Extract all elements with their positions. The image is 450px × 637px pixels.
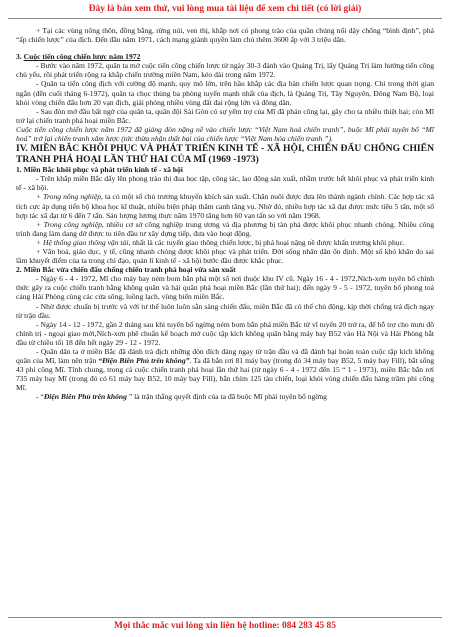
section-number: 3. [16,52,22,62]
section-heading-3 [16,52,434,61]
top-divider [8,18,442,19]
section-title: Cuộc tiến công chiến lược năm 1972 [23,52,141,62]
chapter-number: IV. [16,143,28,155]
bottom-divider [8,617,442,618]
paragraph: + Tại các vùng nông thôn, đồng bằng, rừng núi, ven thị, khắp nơi có phong trào của quần chúng nổi dậy chống “bình định”, phá “ấp chiến lược” của địch. Đến đầu năm 1971, cách mạng giành quyền làm chủ thêm 3600 ấp với 3 triệu dân. [16,26,434,45]
term-industry: + Trong công nghiệp [36,219,102,229]
document-body [16,26,434,402]
paragraph: + Văn hoá, giáo dục, y tế, cũng nhanh chóng được khôi phục và phát triển. Đời sống nhân dân ổn định. Một số khó khăn do sai lầm khuyết điểm của ta trong chỉ đạo, quản lí kinh tế - xã hội bước đầu được khắc phục. [16,246,434,266]
paragraph-text: - “ [36,392,44,402]
subsection-number: 1. [16,165,22,175]
term-transport: + Hệ thống giao thông vận tải [36,237,129,247]
paragraph: - Sau đòn mở đầu bất ngờ của quân ta, quân đội Sài Gòn có sự yểm trợ của Mĩ đã phản công lại, gây cho ta nhiều thiệt hại; còn Mĩ trở lại chiến tranh phá hoại miền Bắc. [16,106,434,125]
paragraph-text: . Ta đã bắn rơi 81 máy bay (trong đó 34 máy bay B52, 5 máy bay Fill), bắt sống 43 phi công Mĩ. Tính chung, trong cả cuộc chiến tranh phá hoại lần thứ hai (từ ngày 6 - 4 - 1972 đến 15 “ 1 - 1973), miền Bắc bắn rơi 735 máy bay Mĩ (trong đó có 61 máy bay B52, 10 máy bay Fill), bắn chìm 125 tàu chiến, loại khỏi vòng chiến đấu hàng trăm phi công Mĩ. [16,356,435,393]
paragraph: - Ngày 14 - 12 - 1972, gần 2 tháng sau khi tuyên bố ngừng ném bom bắn phá miền Bắc từ vĩ tuyến 20 trở ra, để hỗ trợ cho mưu đồ chính trị - ngoại giao mới,Ních-xơn phê chuẩn kế hoạch mở cuộc tập kích không quân bằng máy bay B52 vào Hà Nội và Hải Phòng bắt đầu từ chiều tối 18 đến hết ngày 29 - 12 - 1972. [16,319,434,347]
hotline-banner: Mọi thắc mắc vui lòng xin liên hệ hotline: 084 283 45 85 [114,621,336,631]
paragraph: - Ngày 6 - 4 - 1972, Mĩ cho máy bay ném bom bắn phá một số nơi thuộc khu IV cũ. Ngày 16 - 4 - 1972,Ních-xơn tuyên bố chính thức gây ra cuộc chiến tranh bằng không quân và hải quân phá hoại miền Bắc (lần thứ hai); đến ngày 9 - 5 - 1972, tuyên bố phong toả cảng Hải Phòng cùng các cửa sông, luồng lạch, vùng biển miền Bắc. [16,274,434,302]
paragraph-text: ” là trận thắng quyết định của ta đã buộc Mĩ phải tuyên bố ngừng [126,392,327,402]
subsection-title: Miền Bắc khôi phục và phát triển kinh tế - xã hội [23,165,183,175]
subsection-heading-2 [16,265,434,274]
paragraph [16,238,434,247]
paragraph: - Trên khắp miền Bắc dấy lên phong trào thi đua học tập, công tác, lao động sản xuất, nhằm trước hết khôi phục và phát triển kinh tế - xã hội. [16,174,434,193]
paragraph-conclusion: Cuộc tiến công chiến lược năm 1972 đã giáng đòn nặng nề vào chiến lược “Việt Nam hoá chiến tranh”, buộc Mĩ phải tuyên bố “Mĩ hoá” trở lại chiến tranh xâm lược (tức thừa nhận thất bại của chiến lược “Việt Nam hóa chiến tranh ”). [16,124,434,144]
paragraph-text: , nhất là các tuyến giao thông chiến lược, bị phá hoại nặng nề được khẩn trương khôi phục. [128,237,405,247]
preview-banner: Đây là bản xem thử, vui lòng mua tài liệu để xem chi tiết (có lời giải) [88,4,362,14]
paragraph [16,220,434,238]
chapter-heading [16,143,434,165]
paragraph [16,192,434,219]
emphasis-dien-bien-phu: “Điện Biên Phủ trên không” [98,356,190,366]
emphasis-dien-bien-phu: Điện Biên Phủ trên không [43,392,127,402]
subsection-heading-1 [16,165,434,174]
paragraph: - Quân ta tiến công địch với cường độ mạnh, quy mô lớn, trên hầu khắp các địa bàn chiến lược quan trọng. Chỉ trong thời gian ngắn (đến cuối tháng 6-1972), quân ta chọc thủng ba phòng tuyến mạnh nhất của địch, là Quảng Trị, Tây Nguyên, Đông Nam Bộ, loại khỏi vòng chiến đấu hơn 20 vạn địch, giải phóng nhiều vùng đất đai rộng lớn và đông dân. [16,79,434,107]
paragraph: - Bước vào năm 1972, quân ta mở cuộc tiến công chiến lược từ ngày 30-3 đánh vào Quảng Trị, lấy Quảng Trị làm hướng tiến công chủ yếu, rồi phát triển rộng ra khắp chiến trường miền Nam, kéo dài trong năm 1972. [16,61,434,80]
chapter-title: MIỀN BẮC KHÔI PHỤC VÀ PHÁT TRIỂN KINH TẾ - XÃ HỘI, CHIẾN ĐẤU CHỐNG CHIẾN TRANH PHÁ HOẠI LẦN THỨ HAI CỦA MĨ (1969 -1973) [16,143,434,166]
paragraph-text: - Quân dân ta ở miền Bắc đã đánh trả địch những đòn đích đáng ngay từ trận đầu và đã đánh bại hoàn toàn cuộc tập kích không quân của Mĩ, làm nên trận [16,347,434,366]
paragraph: - Nhờ được chuẩn bị trước và với tư thế luôn luôn sẵn sàng chiến đấu, miền Bắc đã có thế chủ động, kịp thời chống trả địch ngay từ trận đầu. [16,301,434,320]
subsection-number: 2. [16,265,22,275]
term-agriculture: + Trong nông nghiệp [36,192,102,202]
subsection-title: Miền Bắc vừa chiến đấu chống chiến tranh phá hoại vừa sản xuất [23,265,236,275]
paragraph-text: , ta có một số chủ trương khuyến khích sản xuất. Chăn nuôi được đưa lên thành ngành chính. Các hợp tác xã tích cực áp dụng tiến bộ khoa học kĩ thuật, nhiều biện pháp thâm canh tăng vụ. Nhờ đó, nhiều hợp tác xã đạt được mức tiêu 5 tấn, một số hợp tác xã đạt từ 6 đến 7 tấn. Sản lượng lương thực năm 1970 tăng hơn 60 vạn tấn so với năm 1968. [16,192,434,220]
paragraph [16,347,434,392]
paragraph [16,392,434,401]
paragraph-text: , nhiều cơ sở công nghiệp trung ương và địa phương bị tàn phá được khôi phục nhanh chóng. Nhiều công trình đang làm dang dở được tu tiên đầu tư xây dựng tiếp, đưa vào hoạt động. [16,219,434,238]
